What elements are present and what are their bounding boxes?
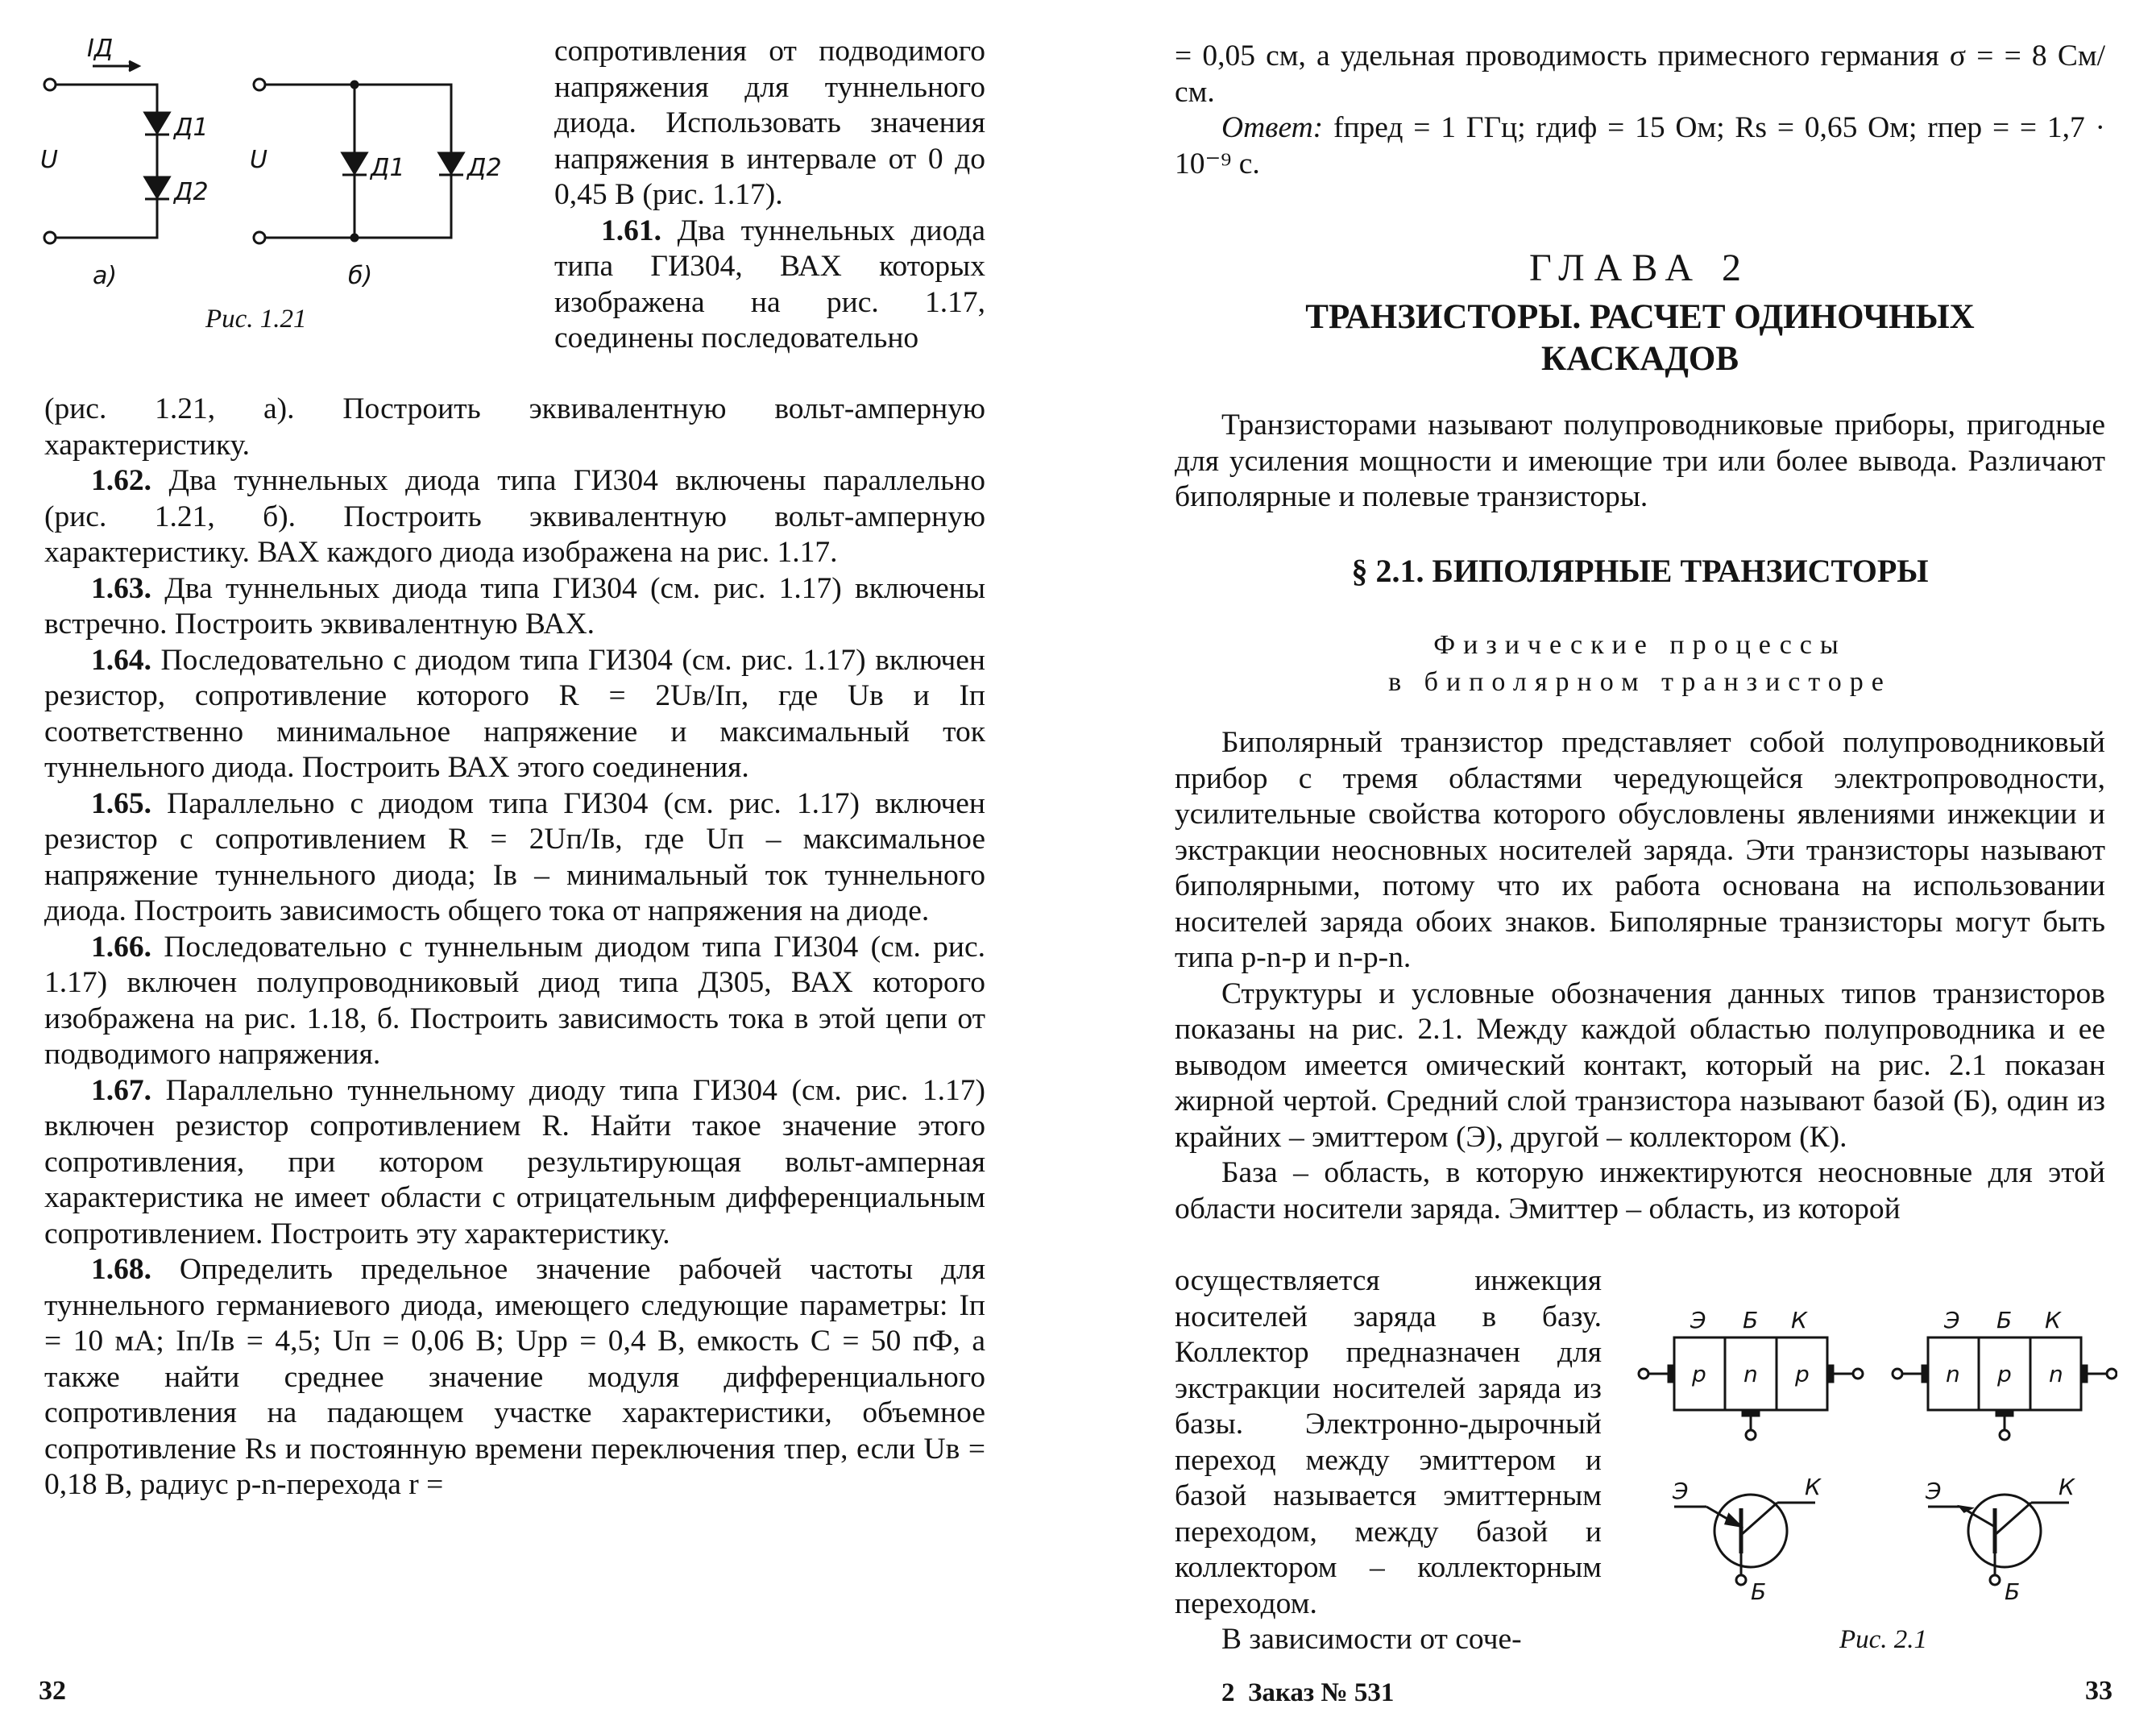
- sym1-label-e: Э: [1673, 1478, 1689, 1504]
- sym1-label-b: Б: [1751, 1578, 1767, 1605]
- paragraph-4-start: В зависимости от соче-: [1221, 1623, 1522, 1656]
- terminal-a-bottom: [44, 232, 56, 243]
- chapter-intro: [1175, 408, 2105, 516]
- problem-text: Два туннельных диода типа ГИ304 включены параллельно (рис. 1.21, б). Построить эквивалентную вольт-амперную характеристику. ВАХ каждого диода изображена на рис. 1.17.: [44, 464, 986, 569]
- problem-text: Последовательно с диодом типа ГИ304 (см. рис. 1.17) включен резистор, сопротивление которого R = 2Uв/Iп, где Uв и Iп соответственно минимальное напряжение и максимальный ток туннельного диода. Построить ВАХ этого соединения.: [44, 643, 985, 784]
- pnp-layer-1: p: [1692, 1361, 1706, 1387]
- sym2-label-b: Б: [2005, 1578, 2021, 1605]
- chapter-label: ГЛАВА 2: [1528, 247, 1751, 289]
- subsection-line-1: Физические процессы: [1433, 630, 1847, 660]
- npn-structure: [1893, 1337, 2117, 1440]
- answer-text: fпред = 1 ГГц; rдиф = 15 Ом; Rs = 0,65 Ом; rпер = = 1,7 · 10⁻⁹ с.: [1175, 111, 2105, 180]
- pnp-label-k: К: [1791, 1307, 1807, 1333]
- problem-number: 1.63.: [91, 571, 151, 605]
- label-current: IД: [87, 35, 114, 63]
- problem-text: Два туннельных диода типа ГИ304 (см. рис. 1.17) включены встречно. Построить эквивалентную ВАХ.: [44, 571, 986, 641]
- npn-layer-3: n: [2049, 1361, 2063, 1387]
- page-number-right: 33: [2085, 1676, 2112, 1706]
- intro-paragraph: Транзисторами называют полупроводниковые приборы, пригодные для усиления мощности и имеющие три или более вывода. Различают биполярные и полевые транзисторы.: [1175, 408, 2105, 513]
- label-sub-b: б): [348, 262, 373, 290]
- problem-number: 1.65.: [91, 786, 151, 820]
- pnp-structure: [1639, 1337, 1863, 1440]
- problem-text: Параллельно туннельному диоду типа ГИ304 (см. рис. 1.17) включен резистор сопротивлением R. Найти такое значение этого сопротивления, при котором результирующая вольт-амперная характеристика не имеет области с отрицательным дифференциальным сопротивлением. Построить эту характеристику.: [44, 1073, 985, 1250]
- paragraph-3-start: База – область, в которую инжектируются неосновные для этой области носители заряда. Эмиттер – область, из которой: [1175, 1156, 2105, 1225]
- sym2-label-k: К: [2059, 1474, 2075, 1500]
- npn-label-k: К: [2045, 1307, 2061, 1333]
- paragraph-1: Биполярный транзистор представляет собой полупроводниковый прибор с тремя областями чередующейся электропроводности, усилительные свойства которого обусловлены явлениями инжекции и экстракции неосновных носителей заряда. Эти транзисторы называют биполярными, потому что их работа основана на использовании носителей заряда обоих знаков. Биполярные транзисторы могут быть типа p-n-p и n-p-n.: [1175, 726, 2105, 974]
- problem-1-62: [44, 463, 985, 571]
- paragraph-2: Структуры и условные обозначения данных типов транзисторов показаны на рис. 2.1. Между каждой областью полупроводника и ее выводом имеется омический контакт, который на рис. 2.1 показан жирной чертой. Средний слой транзистора называют базой (Б), один из крайних – эмиттером (Э), другой – коллектором (К).: [1175, 977, 2105, 1154]
- footer-signature: 2 Заказ № 531: [1221, 1678, 1395, 1707]
- label-u-b: U: [250, 146, 267, 174]
- right-page: [1078, 0, 2156, 1721]
- figure-2-1-caption: Рис. 2.1: [1839, 1625, 1928, 1654]
- npn-label-e: Э: [1944, 1307, 1960, 1333]
- npn-label-b: Б: [1996, 1307, 2013, 1333]
- terminal-b-top: [254, 79, 265, 90]
- pnp-layer-2: n: [1743, 1361, 1758, 1387]
- problem-text: Определить предельное значение рабочей частоты для туннельного германиевого диода, имеющего следующие параметры: Iп = 10 мА; Iп/Iв = 4,5; Uп = 0,06 В; Uрр = 0,4 В, емкость C = 50 пФ, а также найти среднее значение модуля дифференциального сопротивления на падающем участке характеристики, объемное сопротивление Rs и постоянную времени переключения τпер, если Uв = 0,18 В, радиус p-n-перехода r =: [44, 1253, 986, 1501]
- figure-1-21-caption: Рис. 1.21: [205, 305, 307, 334]
- subsection-line-2: в биполярном транзисторе: [1388, 667, 1892, 697]
- subsection-title: [1175, 627, 2105, 701]
- terminal-a-top: [44, 79, 56, 90]
- sym1-label-k: К: [1805, 1474, 1821, 1500]
- problem-1-65: [44, 786, 985, 930]
- pnp-layer-3: p: [1795, 1361, 1810, 1387]
- problem-1-61-rest: (рис. 1.21, а). Построить эквивалентную вольт-амперную характеристику.: [44, 392, 985, 462]
- paragraph-3-wrap: осуществляется инжекция носителей заряда в базу. Коллектор предназначен для экстракции носителей заряда из базы. Электронно-дырочный переход между эмиттером и базой называется эмиттерным переходом, между базой и коллектором – коллекторным переходом.: [1175, 1264, 1602, 1620]
- problem-number: 1.62.: [91, 464, 151, 497]
- figure-1-21: [32, 32, 540, 298]
- problem-text: Последовательно с туннельным диодом типа ГИ304 (см. рис. 1.17) включен полупроводниковый диод типа Д305, ВАХ которого изображена на рис. 1.18, б. Построить зависимость тока в этой цепи от подводимого напряжения.: [44, 930, 986, 1071]
- right-main-text: [1175, 725, 2105, 1227]
- chapter-title: ТРАНЗИСТОРЫ. РАСЧЕТ ОДИНОЧНЫХ КАСКАДОВ: [1305, 298, 1975, 378]
- diode-d2-a: [145, 177, 169, 197]
- problem-1-63: [44, 571, 985, 643]
- continuation-text: = 0,05 см, а удельная проводимость примесного германия σ = = 8 См/см.: [1175, 39, 2105, 109]
- pnp-symbol: [1674, 1495, 1815, 1585]
- diode-d1-a: [145, 113, 169, 133]
- problem-number: 1.67.: [91, 1073, 151, 1107]
- problem-number: 1.64.: [91, 643, 151, 677]
- npn-layer-1: n: [1946, 1361, 1960, 1387]
- problem-1-64: [44, 643, 985, 786]
- pnp-label-b: Б: [1743, 1307, 1759, 1333]
- section-title: § 2.1. БИПОЛЯРНЫЕ ТРАНЗИСТОРЫ: [1351, 553, 1929, 589]
- left-main-text: [44, 392, 985, 1503]
- problem-number: 1.61.: [601, 214, 661, 247]
- label-d1-a: Д1: [174, 114, 209, 142]
- answer: [1175, 110, 2105, 182]
- label-d2-a: Д2: [174, 178, 209, 206]
- terminal-b-bottom: [254, 232, 265, 243]
- label-u-a: U: [40, 146, 58, 174]
- problem-1-67: [44, 1073, 985, 1253]
- label-sub-a: а): [93, 262, 118, 290]
- label-d1-b: Д1: [371, 154, 405, 182]
- sym2-label-e: Э: [1926, 1478, 1942, 1504]
- right-top-text: [1175, 39, 2105, 182]
- problem-1-68: [44, 1252, 985, 1503]
- diode-d1-b: [342, 153, 367, 173]
- right-wrap-text: [1175, 1263, 1602, 1658]
- problem-number: 1.68.: [91, 1253, 151, 1286]
- paragraph-continuation: сопротивления от подводимого напряжения для туннельного диода. Использовать значения напряжения в интервале от 0 до 0,45 В (рис. 1.17).: [554, 35, 985, 211]
- problem-1-61-start: [554, 214, 985, 357]
- diode-d2-b: [439, 153, 463, 173]
- label-d2-b: Д2: [467, 154, 502, 182]
- problem-text: Параллельно с диодом типа ГИ304 (см. рис. 1.17) включен резистор с сопротивлением R = 2Uп/Iв, где Uп – максимальное напряжение туннельного диода; Iв – минимальный ток туннельного диода. Построить зависимость общего тока от напряжения на диоде.: [44, 786, 985, 927]
- problem-1-66: [44, 930, 985, 1073]
- npn-symbol: [1928, 1495, 2069, 1585]
- answer-label: Ответ:: [1221, 111, 1324, 144]
- figure-2-1: [1634, 1297, 2117, 1636]
- problem-text: Два туннельных диода типа ГИ304, ВАХ которых изображена на рис. 1.17, соединены последовательно: [554, 214, 986, 355]
- problem-number: 1.66.: [91, 930, 151, 964]
- page-number-left: 32: [39, 1676, 66, 1706]
- left-top-wrap: [554, 34, 985, 357]
- npn-layer-2: p: [1997, 1361, 2012, 1387]
- pnp-label-e: Э: [1690, 1307, 1706, 1333]
